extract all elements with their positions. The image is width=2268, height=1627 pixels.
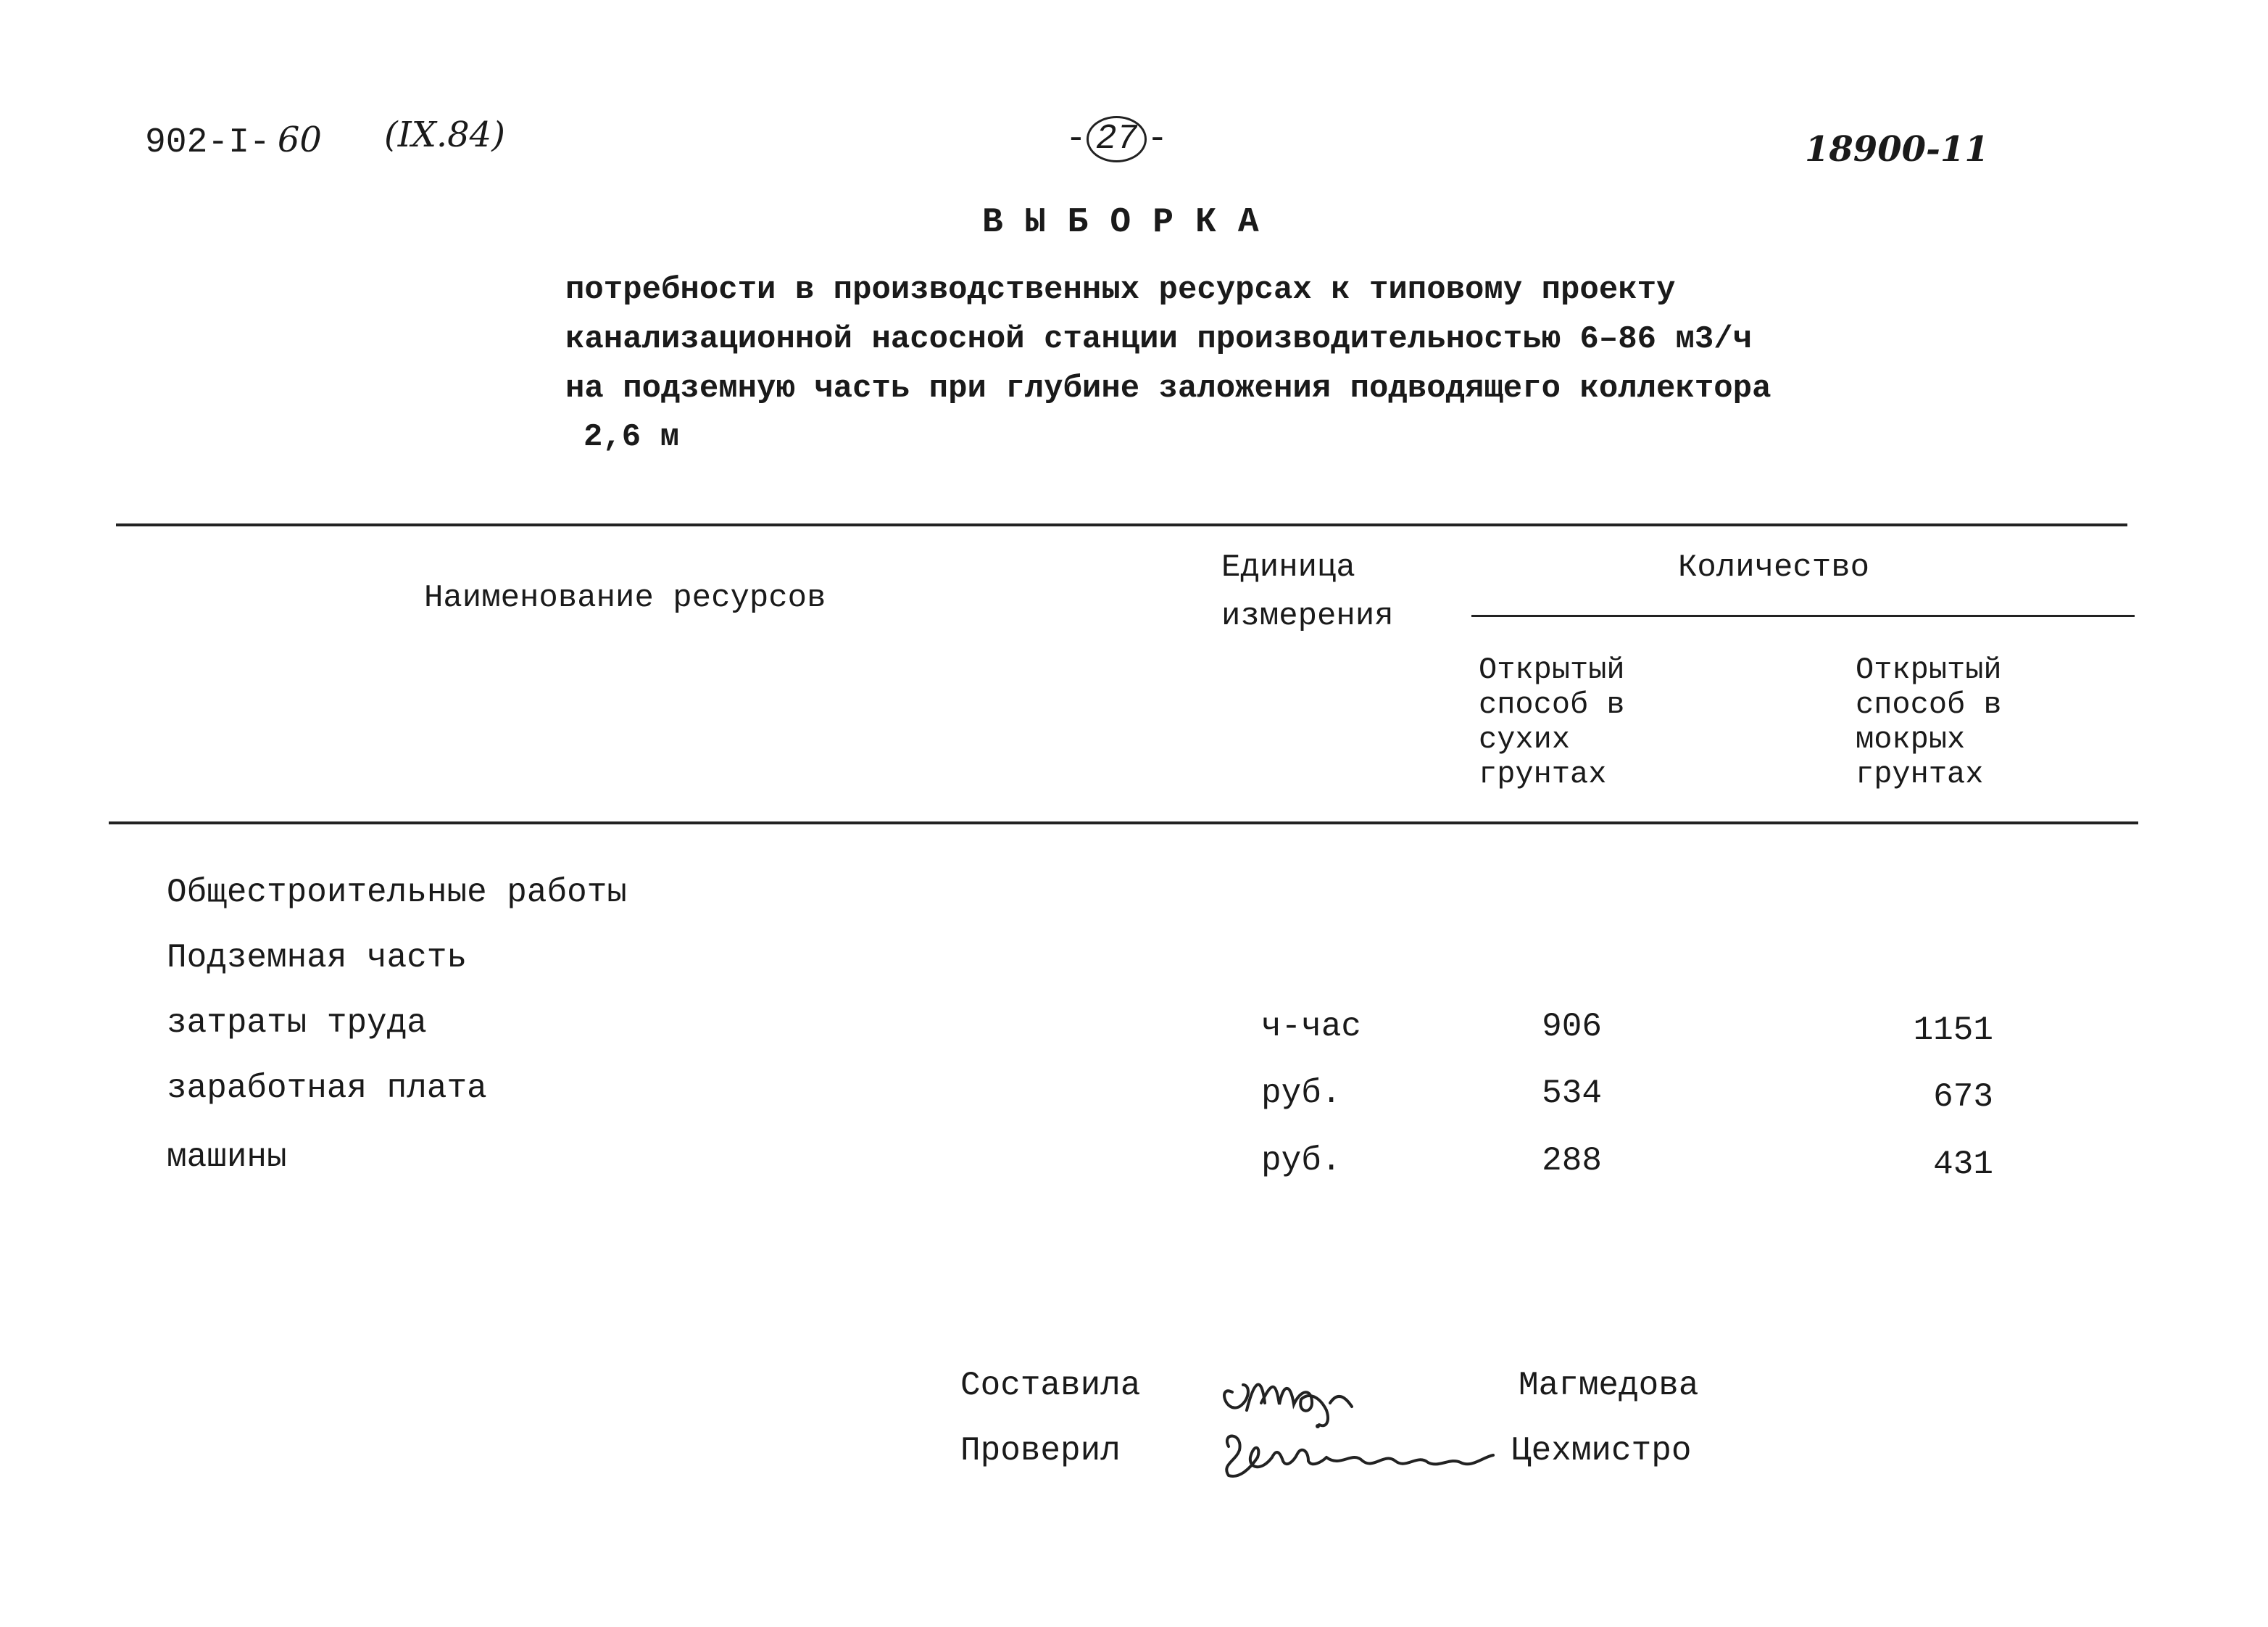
- page-number: 27: [1095, 120, 1138, 159]
- row-name: машины: [167, 1138, 287, 1176]
- checked-signature: [1207, 1417, 1526, 1490]
- description-line-4: 2,6 м: [583, 419, 680, 455]
- row-unit: руб.: [1261, 1075, 1342, 1112]
- header-unit-line-1: Единица: [1221, 550, 1355, 586]
- doc-code: [145, 120, 322, 162]
- subsection-title: Подземная часть: [167, 939, 468, 977]
- header-resource-name: Наименование ресурсов: [424, 580, 826, 616]
- checked-label: Проверил: [960, 1432, 1121, 1470]
- header-unit-line-2: измерения: [1221, 598, 1394, 634]
- header-col-wet: Открытый способ в мокрых грунтах: [1856, 653, 2002, 792]
- quantity-divider-rule: [1471, 615, 2135, 617]
- description-line-2: канализационной насосной станции производительностью 6–86 м3/ч: [565, 321, 1753, 357]
- compiled-label: Составила: [960, 1367, 1141, 1404]
- row-unit: руб.: [1261, 1142, 1342, 1180]
- row-dry-value: 288: [1542, 1142, 1602, 1180]
- row-wet-value: 1151: [1913, 1011, 1993, 1049]
- description-line-1: потребности в производственных ресурсах к типовому проекту: [565, 272, 1676, 308]
- header-quantity: Количество: [1678, 550, 1870, 586]
- row-wet-value: 673: [1933, 1078, 1993, 1116]
- row-dry-value: 534: [1542, 1075, 1602, 1112]
- row-wet-value: 431: [1933, 1146, 1993, 1183]
- description-line-3: на подземную часть при глубине заложения подводящего коллектора: [565, 370, 1771, 407]
- compiled-name: Магмедова: [1519, 1367, 1699, 1404]
- archive-number: 18900-11: [1805, 129, 1989, 170]
- page-number-circled: [1087, 116, 1147, 162]
- document-title: ВЫБОРКА: [982, 203, 1281, 242]
- section-title: Общестроительные работы: [167, 874, 627, 911]
- row-unit: ч-час: [1261, 1008, 1362, 1046]
- page-number-block: - 27 -: [1066, 116, 1168, 162]
- header-col-dry: Открытый способ в сухих грунтах: [1479, 653, 1625, 792]
- doc-code-handwritten: 60: [277, 120, 322, 160]
- doc-code-printed: 902-I-: [145, 123, 270, 162]
- row-name: заработная плата: [167, 1069, 487, 1107]
- row-name: затраты труда: [167, 1004, 427, 1042]
- checked-name: Цехмистро: [1511, 1432, 1692, 1470]
- doc-date: (IX.84): [384, 115, 505, 155]
- table-top-rule: [116, 523, 2127, 526]
- table-header-bottom-rule: [109, 821, 2138, 824]
- row-dry-value: 906: [1542, 1008, 1602, 1046]
